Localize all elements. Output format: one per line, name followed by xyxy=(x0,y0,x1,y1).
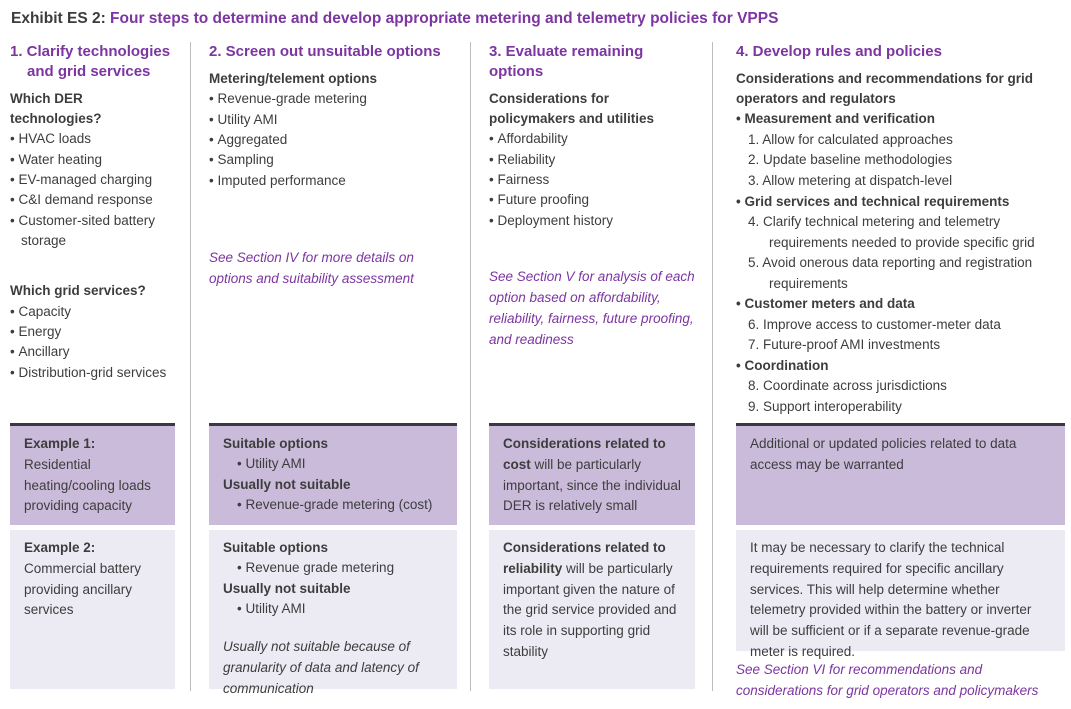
suitable-options-list xyxy=(223,558,445,578)
cost-considerations-box xyxy=(489,423,695,525)
metering-options-list xyxy=(209,89,457,191)
step-4-subhead-recommendations: Considerations and recommendations for grid operators and regulators xyxy=(736,70,1034,107)
list-item: • Utility AMI xyxy=(237,599,445,619)
section-iv-note: See Section IV for more details on options and suitability assessment xyxy=(209,250,414,286)
data-access-policy-box: Additional or updated policies related to data access may be warranted xyxy=(736,423,1065,525)
step-4-policy-boxes xyxy=(736,423,1065,702)
list-item: • Capacity xyxy=(10,302,175,322)
example-1-label: Example 1: xyxy=(24,436,96,452)
list-item: • Fairness xyxy=(489,170,695,190)
suitable-options-list xyxy=(223,454,445,474)
list-item: 1. Allow for calculated approaches xyxy=(748,131,953,147)
group-label-grid-services: • Grid services and technical requirements xyxy=(736,192,1065,213)
group-label-coordination: • Coordination xyxy=(736,356,1065,377)
example-1-text: Residential heating/cooling loads providing capacity xyxy=(24,456,151,514)
step-2-suitability-boxes xyxy=(209,423,457,696)
suitable-options-label: Suitable options xyxy=(223,540,329,556)
four-step-columns xyxy=(0,42,1071,699)
column-step-3 xyxy=(470,42,712,691)
list-item: • Revenue-grade metering xyxy=(209,89,457,109)
step-4-header: 4. Develop rules and policies xyxy=(736,43,942,61)
example-1-box xyxy=(10,423,175,525)
list-item: • Deployment history xyxy=(489,211,695,231)
list-item: 5. Avoid onerous data reporting and registration requirements xyxy=(748,255,1033,291)
list-item: • Aggregated xyxy=(209,130,457,150)
grid-services-items xyxy=(736,212,1065,294)
grid-services-list xyxy=(10,302,175,384)
list-item: 9. Support interoperability xyxy=(748,398,902,414)
column-step-1 xyxy=(0,42,190,691)
step-1-example-boxes xyxy=(10,423,175,689)
list-item: • C&I demand response xyxy=(10,190,175,210)
customer-meters-items xyxy=(736,315,1065,356)
list-item: • Ancillary xyxy=(10,342,175,362)
cost-considerations-text: will be particularly important, since the individual DER is relatively small xyxy=(503,456,681,514)
exhibit-title xyxy=(0,0,1071,29)
not-suitable-label: Usually not suitable xyxy=(223,580,351,596)
reliability-considerations-label: Considerations related to reliability xyxy=(503,540,666,576)
list-item: • Distribution-grid services xyxy=(10,363,175,383)
step-1-subhead-services: Which grid services? xyxy=(10,283,146,299)
list-item: • Revenue grade metering xyxy=(237,558,445,578)
step-1-header: 1. Clarify technologies and grid services xyxy=(10,43,171,80)
list-item: • Energy xyxy=(10,322,175,342)
list-item: • Future proofing xyxy=(489,190,695,210)
list-item: • Sampling xyxy=(209,150,457,170)
step-3-consideration-boxes xyxy=(489,423,695,689)
list-item: 2. Update baseline methodologies xyxy=(748,152,953,168)
list-item: • EV-managed charging xyxy=(10,170,175,190)
step-3-subhead-considerations: Considerations for policymakers and utilities xyxy=(489,90,655,126)
column-step-2 xyxy=(190,42,470,696)
not-suitable-list xyxy=(223,599,445,619)
suitable-options-label: Suitable options xyxy=(223,436,329,452)
list-item: • Water heating xyxy=(10,150,175,170)
list-item: • Utility AMI xyxy=(237,454,445,474)
column-step-4 xyxy=(712,42,1071,699)
measurement-items xyxy=(736,130,1065,192)
example-2-label: Example 2: xyxy=(24,540,96,556)
not-suitable-label: Usually not suitable xyxy=(223,476,351,492)
exhibit-title-prefix: Exhibit ES 2: xyxy=(11,10,106,27)
step-3-header: 3. Evaluate remaining options xyxy=(489,43,644,80)
step-2-subhead-options: Metering/telement options xyxy=(209,70,378,86)
list-item: • Revenue-grade metering (cost) xyxy=(237,495,445,515)
list-item: • Utility AMI xyxy=(209,110,457,130)
list-item: • Reliability xyxy=(489,150,695,170)
section-v-note: See Section V for analysis of each option based on affordability, reliability, fairness, future proofing, and readiness xyxy=(489,269,695,347)
not-suitable-list xyxy=(223,495,445,515)
group-label-customer-meters: • Customer meters and data xyxy=(736,294,1065,315)
list-item: 6. Improve access to customer-meter data xyxy=(748,316,1001,332)
list-item: 3. Allow metering at dispatch-level xyxy=(748,172,953,188)
section-vi-note: See Section VI for recommendations and considerations for grid operators and policymakers xyxy=(736,662,1039,699)
der-technologies-list xyxy=(10,129,175,251)
list-item: • Affordability xyxy=(489,129,695,149)
recommendation-groups xyxy=(736,109,1065,417)
list-item: 8. Coordinate across jurisdictions xyxy=(748,378,947,394)
list-item: • Imputed performance xyxy=(209,171,457,191)
reliability-considerations-box xyxy=(489,530,695,689)
step-1-subhead-technologies: Which DER technologies? xyxy=(10,90,102,126)
coordination-items xyxy=(736,376,1065,417)
group-label-measurement: • Measurement and verification xyxy=(736,109,1065,130)
granularity-note: Usually not suitable because of granularity of data and latency of communication xyxy=(223,639,419,696)
considerations-list xyxy=(489,129,695,231)
example-2-text: Commercial battery providing ancillary services xyxy=(24,560,142,618)
example-2-suitability-box xyxy=(209,530,457,696)
list-item: 4. Clarify technical metering and telemetry requirements needed to provide specific grid xyxy=(748,214,1035,250)
reliability-considerations-text: will be particularly important given the nature of the grid service provided and its role in supporting grid stability xyxy=(503,560,677,660)
step-2-header: 2. Screen out unsuitable options xyxy=(209,43,441,61)
technical-requirements-box: It may be necessary to clarify the technical requirements required for specific ancillary services. This will help determine whether telemetry provided within the battery or inverter will be sufficient or if a separate revenue-grade meter is required. xyxy=(736,530,1065,651)
cost-considerations-label: Considerations related to cost xyxy=(503,436,666,472)
example-1-suitability-box xyxy=(209,423,457,525)
list-item: 7. Future-proof AMI investments xyxy=(748,337,941,353)
example-2-box xyxy=(10,530,175,689)
exhibit-title-main: Four steps to determine and develop appropriate metering and telemetry policies for VPPS xyxy=(105,10,779,27)
list-item: • HVAC loads xyxy=(10,129,175,149)
list-item: • Customer-sited battery storage xyxy=(10,211,175,252)
